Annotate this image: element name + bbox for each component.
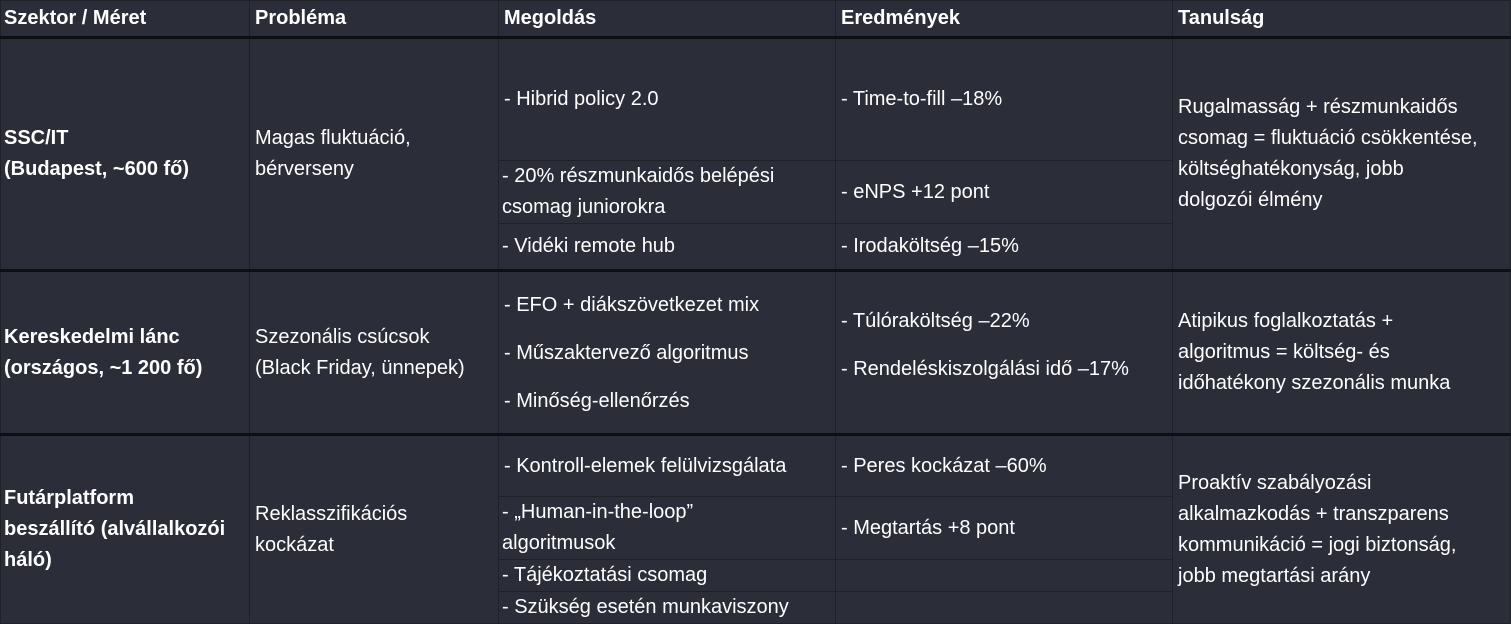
lesson-line: alkalmazkodás + transzparens	[1178, 502, 1449, 525]
sector-line: Kereskedelmi lánc	[4, 325, 180, 348]
table-row	[1, 435, 1511, 497]
lesson-line: Proaktív szabályozási	[1178, 471, 1372, 494]
lesson-line: jobb megtartási arány	[1178, 564, 1371, 587]
result-cell	[836, 271, 1173, 435]
problem-line: Szezonális csúcsok	[255, 325, 430, 348]
sector-cell	[1, 435, 250, 624]
header-row	[1, 1, 1511, 38]
lesson-line: időhatékony szezonális munka	[1178, 372, 1451, 394]
lesson-line: Rugalmasság + részmunkaidős	[1178, 96, 1458, 118]
solution-cell: - Kontroll-elemek felülvizsgálata	[499, 435, 836, 497]
solution-line: - Minőség-ellenőrzés	[504, 389, 690, 412]
lesson-line: kommunikáció = jogi biztonság,	[1178, 533, 1457, 556]
result-cell: - Irodaköltség –15%	[836, 224, 1173, 271]
solution-line: - „Human-in-the-loop”	[502, 501, 694, 523]
sector-line: Futárplatform	[4, 487, 134, 509]
result-cell-empty	[836, 560, 1173, 592]
solution-cell: - Szükség esetén munkaviszony	[499, 592, 836, 624]
header-results: Eredmények	[836, 1, 1173, 38]
sector-line: háló)	[4, 549, 52, 571]
solution-cell: - Tájékoztatási csomag	[499, 560, 836, 592]
problem-line: (Black Friday, ünnepek)	[255, 356, 465, 379]
problem-cell	[250, 435, 499, 624]
result-cell-empty	[836, 592, 1173, 624]
problem-cell	[250, 38, 499, 271]
problem-cell	[250, 271, 499, 435]
sector-cell	[1, 271, 250, 435]
lesson-cell	[1173, 38, 1511, 271]
lesson-line: algoritmus = költség- és	[1178, 341, 1390, 363]
header-sector: Szektor / Méret	[1, 1, 250, 38]
lesson-line: költséghatékonyság, jobb	[1178, 158, 1404, 180]
lesson-line: csomag = fluktuáció csökkentése,	[1178, 127, 1478, 149]
result-cell: - Time-to-fill –18%	[836, 38, 1173, 161]
solution-line: - EFO + diákszövetkezet mix	[504, 293, 760, 316]
solution-line: csomag juniorokra	[502, 196, 666, 218]
lesson-cell	[1173, 435, 1511, 624]
solution-line: - Műszaktervező algoritmus	[504, 341, 749, 364]
lesson-cell	[1173, 271, 1511, 435]
header-problem: Probléma	[250, 1, 499, 38]
solution-cell	[499, 161, 836, 224]
lesson-line: dolgozói élmény	[1178, 189, 1323, 211]
problem-line: bérverseny	[255, 158, 354, 180]
solution-cell: - Hibrid policy 2.0	[499, 38, 836, 161]
lesson-line: Atipikus foglalkoztatás +	[1178, 310, 1394, 332]
result-cell: - Peres kockázat –60%	[836, 435, 1173, 497]
result-cell: - eNPS +12 pont	[836, 161, 1173, 224]
sector-line: (országos, ~1 200 fő)	[4, 356, 203, 379]
result-line: - Rendeléskiszolgálási idő –17%	[841, 358, 1129, 380]
table-row	[1, 271, 1511, 435]
solution-line: - 20% részmunkaidős belépési	[502, 165, 775, 187]
sector-line: beszállító (alvállalkozói	[4, 518, 226, 540]
problem-line: Reklasszifikációs	[255, 502, 408, 525]
header-solution: Megoldás	[499, 1, 836, 38]
problem-line: kockázat	[255, 533, 334, 556]
solution-cell	[499, 271, 836, 435]
solution-cell: - Vidéki remote hub	[499, 224, 836, 271]
solution-line: algoritmusok	[502, 532, 616, 554]
sector-line: (Budapest, ~600 fő)	[4, 158, 190, 180]
problem-line: Magas fluktuáció,	[255, 127, 411, 149]
sector-line: SSC/IT	[4, 127, 69, 149]
sector-cell	[1, 38, 250, 271]
result-cell: - Megtartás +8 pont	[836, 497, 1173, 560]
solution-cell	[499, 497, 836, 560]
table-row	[1, 38, 1511, 161]
result-line: - Túlóraköltség –22%	[841, 310, 1030, 332]
header-lesson: Tanulság	[1173, 1, 1511, 38]
